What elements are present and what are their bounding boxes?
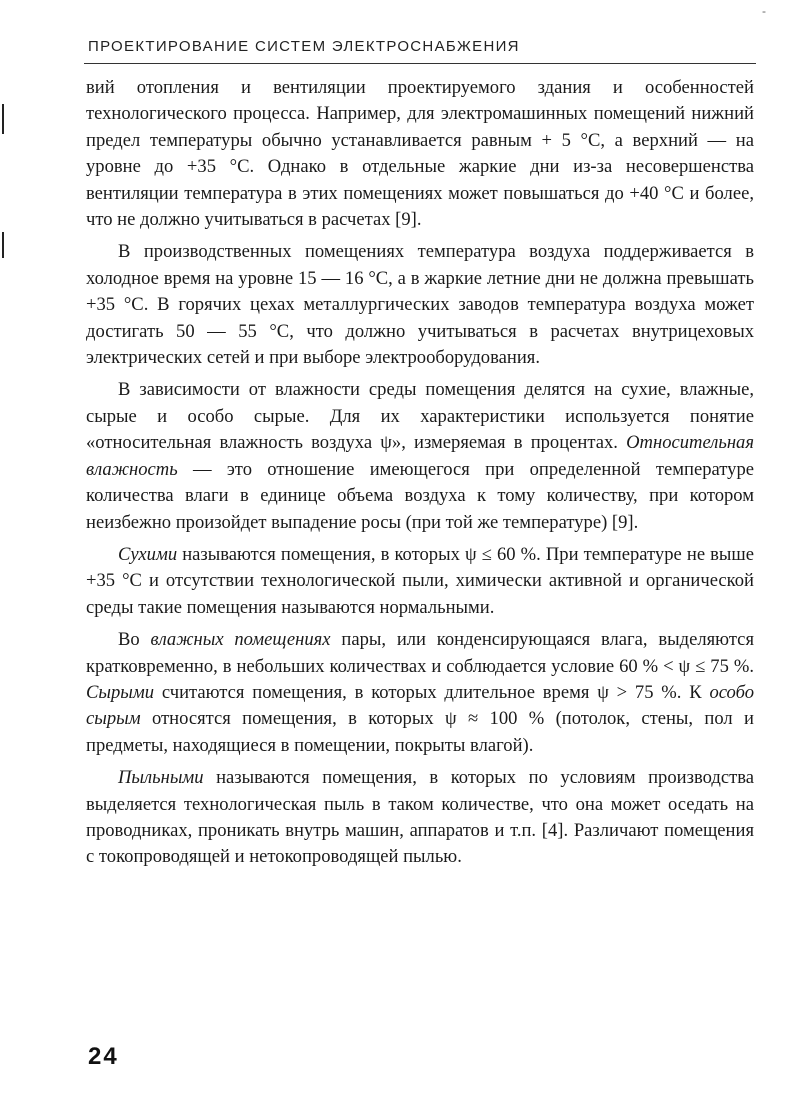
italic-term: особо сырым [86,681,754,730]
text-run: Во [118,629,151,651]
margin-mark [2,104,4,134]
text-run: относятся помещения, в которых ψ ≈ 100 % (потолок, стены, пол и предметы, находящиеся в помещении, покрыты влагой). [86,708,754,756]
paragraph-wet-rooms [86,627,754,759]
text-run: считаются помещения, в которых длительное время ψ > 75 %. К [154,681,710,703]
corner-mark: - [762,4,766,18]
page-number: 24 [88,1043,119,1070]
italic-term: Пыльными [118,767,204,789]
paragraph-temperature: В производственных помещениях температура воздуха поддерживается в холодное время на уровне 15 — 16 °С, а в жаркие летние дни не должна превышать +35 °С. В горячих цехах металлургических заводов температура воздуха может достигать 50 — 55 °С, что должно учитываться в расчетах внутрицеховых электрических сетей и при выборе электрооборудования. [86,241,754,369]
margin-mark [2,232,4,258]
text-run: — это отношение имеющегося при определенной температуре количества влаги в единице объема воздуха к тому количеству, при котором неизбежно произойдет выпадение росы (при той же температуре) [9]. [86,458,754,533]
paragraph-dry-rooms [86,542,754,621]
running-header: ПРОЕКТИРОВАНИЕ СИСТЕМ ЭЛЕКТРОСНАБЖЕНИЯ [88,38,520,55]
italic-term: влажных помещениях [150,629,331,651]
paragraph-dusty-rooms [86,765,754,871]
paragraph-continuation: вий отопления и вентиляции проектируемого здания и особенностей технологического процесса. Например, для электромашинных помещений нижний предел температуры обычно устанавливается равным + 5 °С, а верхний — на уровне до +35 °С. Однако в отдельные жаркие дни из-за несовершенства вентиляции температура в этих помещениях может повышаться до +40 °С и более, что не должно учитываться в расчетах [9]. [86,77,754,231]
paragraph-humidity [86,377,754,535]
header-rule [84,63,756,64]
italic-term: Относительная влажность [86,432,754,480]
body-text [86,75,754,877]
italic-term: Сырыми [86,681,155,703]
text-run: называются помещения, в которых по условиям производства выделяется технологическая пыль в таком количестве, что она может оседать на проводниках, проникать внутрь машин, аппаратов и т.п. [4]. Различают помещения с токопроводящей и нетокопроводящей пылью. [86,767,754,868]
text-run: называются помещения, в которых ψ ≤ 60 %. При температуре не выше +35 °С и отсутствии технологической пыли, химически активной и органической среды такие помещения называются нормальными. [86,543,754,618]
text-run: пары, или конденсирующаяся влага, выделяются кратковременно, в небольших количествах и соблюдается условие 60 % < ψ ≤ 75 %. [86,629,754,677]
italic-term: Сухими [118,543,178,565]
text-run: В зависимости от влажности среды помещения делятся на сухие, влажные, сырые и особо сырые. Для их характеристики используется понятие «относительная влажность воздуха ψ», измеряемая в процентах. [86,379,754,454]
